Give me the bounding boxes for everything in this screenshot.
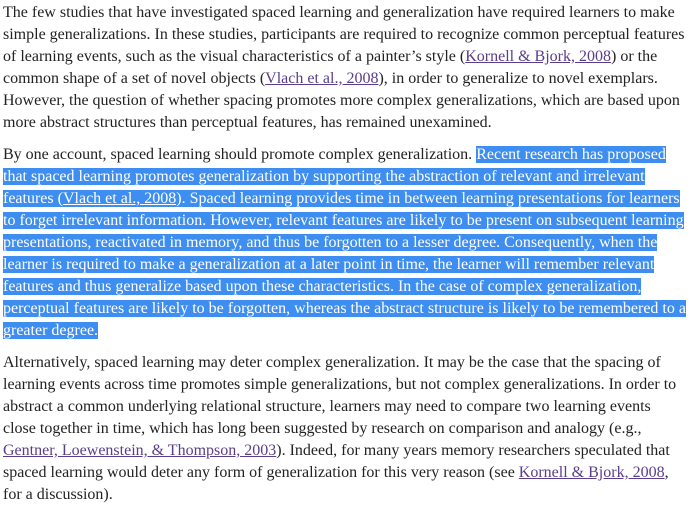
selected-text-1[interactable]: Recent research has proposed that spaced learning promotes generalization by supporting the abstraction of relevant and irrelevant features ( — [3, 146, 666, 207]
paragraph-1-text-3: ), in order to generalize to novel exemplars. However, the question of whether spacing promotes more complex generalizations, which are based upon more abstract structures than perceptual features, has remained unexamined. — [3, 70, 680, 131]
selected-text-2[interactable]: ). Spaced learning provides time in between learning presentations for learners to forget irrelevant information. However, relevant features are likely to be present on subsequent learning presentations, reactivated in memory, and thus be forgotten to a lesser degree. Consequently, when the learner is required to make a generalization at a later point in time, the learner will remember relevant features and thus generalize based upon these characteristics. In the case of complex generalization, perceptual features are likely to be forgotten, whereas the abstract structure is likely to be remembered to a greater degree. — [3, 190, 686, 339]
paragraph-3-text-1: Alternatively, spaced learning may deter complex generalization. It may be the case that the spacing of learning events across time promotes simple generalizations, but not complex generalizations. In order to abstract a common underlying relational structure, learners may need to compare two learning events close together in time, which has long been suggested by research on comparison and analogy (e.g., — [3, 354, 677, 437]
paragraph-1-text-2: ) or the common shape of a set of novel objects ( — [3, 48, 658, 87]
citation-link-vlach-2008-selected[interactable]: Vlach et al., 2008 — [62, 190, 177, 207]
paragraph-3-text-2: ). Indeed, for many years memory researchers speculated that spaced learning would deter any form of generalization for this very reason (see — [3, 442, 670, 481]
citation-link-vlach-2008[interactable]: Vlach et al., 2008 — [265, 70, 379, 87]
paragraph-3 — [3, 352, 686, 506]
paragraph-1 — [3, 2, 686, 134]
citation-link-kornell-bjork-2008[interactable]: Kornell & Bjork, 2008 — [465, 48, 611, 65]
paragraph-1-text-1: The few studies that have investigated spaced learning and generalization have required learners to make simple generalizations. In these studies, participants are required to recognize common perceptual features of learning events, such as the visual characteristics of a painter’s style ( — [3, 4, 685, 65]
paragraph-2-text-1: By one account, spaced learning should promote complex generalization. — [3, 146, 477, 163]
citation-link-kornell-bjork-2008-second[interactable]: Kornell & Bjork, 2008 — [518, 464, 665, 481]
citation-link-gentner-2003[interactable]: Gentner, Loewenstein, & Thompson, 2003 — [3, 442, 277, 459]
paragraph-3-text-3: , for a discussion). — [3, 464, 669, 503]
paragraph-2 — [3, 144, 686, 342]
